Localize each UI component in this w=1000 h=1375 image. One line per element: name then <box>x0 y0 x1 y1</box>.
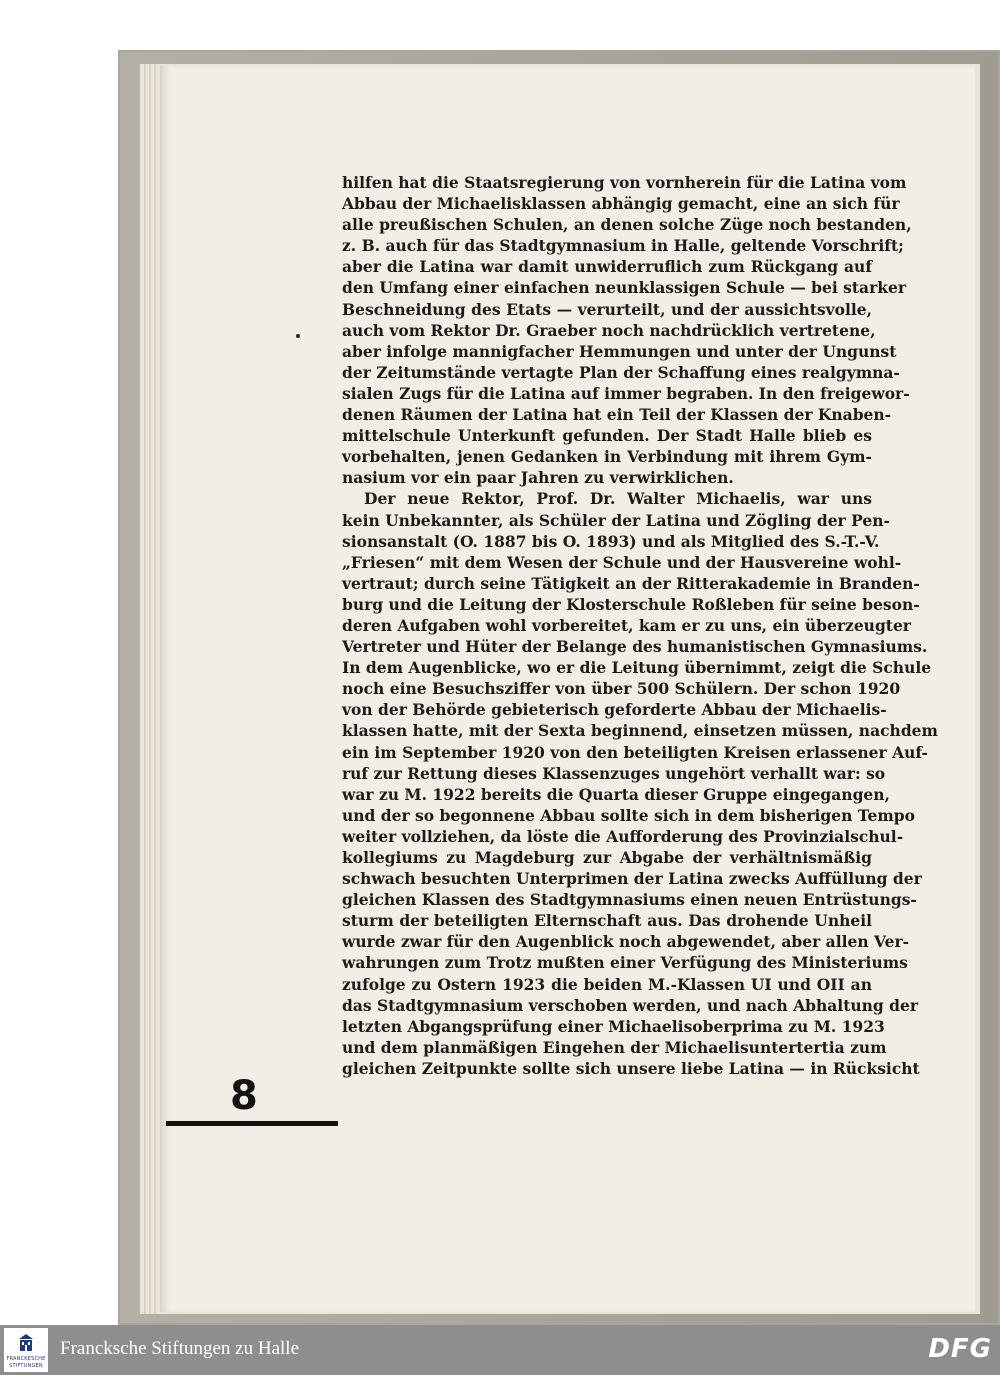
page-leaf <box>149 64 151 1314</box>
text-line: letzten Abgangsprüfung einer Michaelisoberprima zu M. 1923 <box>342 1016 885 1036</box>
text-line: gleichen Zeitpunkte sollte sich unsere liebe Latina — in Rücksicht <box>342 1058 920 1078</box>
text-line: hilfen hat die Staatsregierung von vornherein für die Latina vom <box>342 173 907 192</box>
text-line: sionsanstalt (O. 1887 bis O. 1893) und als Mitglied des S.-T.-V. <box>342 531 880 551</box>
text-line: z. B. auch für das Stadtgymnasium in Halle, geltende Vorschrift; <box>342 236 904 256</box>
page-number-rule <box>166 1121 338 1126</box>
text-line: sturm der beteiligten Elternschaft aus. Das drohende Unheil <box>342 911 872 931</box>
text-line: In dem Augenblicke, wo er die Leitung übernimmt, zeigt die Schule <box>342 658 932 678</box>
text-line: wurde zwar für den Augenblick noch abgewendet, aber allen Ver- <box>342 932 910 952</box>
text-line: kein Unbekannter, als Schüler der Latina und Zögling der Pen- <box>342 510 890 530</box>
page-leaf <box>144 64 146 1314</box>
text-line: wahrungen zum Trotz mußten einer Verfügung des Ministeriums <box>342 953 908 973</box>
text-line: sialen Zugs für die Latina auf immer begraben. In den freigewor- <box>342 383 910 403</box>
text-line: ein im September 1920 von den beteiligten Kreisen erlassener Auf- <box>342 742 928 762</box>
text-line: burg und die Leitung der Klosterschule Roßleben für seine beson- <box>342 594 920 614</box>
text-line: und dem planmäßigen Eingehen der Michaelisuntertertia zum <box>342 1037 887 1057</box>
text-line: und der so begonnene Abbau sollte sich in dem bisherigen Tempo <box>342 805 915 825</box>
text-line: aber infolge mannigfacher Hemmungen und unter der Ungunst <box>342 341 897 361</box>
viewer-footer-bar <box>0 1325 1000 1375</box>
text-line: der Zeitumstände vertagte Plan der Schaffung eines realgymna- <box>342 362 900 382</box>
text-line: vorbehalten, jenen Gedanken in Verbindung mit ihrem Gym- <box>342 447 872 467</box>
text-line: auch vom Rektor Dr. Graeber noch nachdrücklich vertretene, <box>342 320 876 340</box>
building-icon <box>19 1334 33 1352</box>
text-line: das Stadtgymnasium verschoben werden, und nach Abhaltung der <box>342 995 918 1015</box>
text-line: aber die Latina war damit unwiderruflich zum Rückgang auf <box>342 257 872 277</box>
text-line: Beschneidung des Etats — verurteilt, und der aussichtsvolle, <box>342 299 872 319</box>
text-line: den Umfang einer einfachen neunklassigen Schule — bei starker <box>342 278 907 298</box>
text-line: Abbau der Michaelisklassen abhängig gemacht, eine an sich für <box>342 194 900 214</box>
text-line: Vertreter und Hüter der Belange des humanistischen Gymnasiums. <box>342 637 928 657</box>
logo-caption-line2: STIFTUNGEN <box>9 1363 43 1369</box>
footer-title: Francksche Stiftungen zu Halle <box>60 1338 300 1359</box>
text-line: mittelschule Unterkunft gefunden. Der Stadt Halle blieb es <box>342 426 872 446</box>
text-line: alle preußischen Schulen, an denen solche Züge noch bestanden, <box>342 215 912 235</box>
body-text <box>342 172 938 1079</box>
text-line: kollegiums zu Magdeburg zur Abgabe der verhältnismäßig <box>342 848 872 867</box>
logo-caption-line1: FRANCKESCHE <box>6 1356 46 1362</box>
text-line: deren Aufgaben wohl vorbereitet, kam er zu uns, ein überzeugter <box>342 615 911 635</box>
text-line: „Friesen“ mit dem Wesen der Schule und der Hausvereine wohl- <box>342 552 902 572</box>
text-line: noch eine Besuchsziffer von über 500 Schülern. Der schon 1920 <box>342 679 901 699</box>
text-line: ruf zur Rettung dieses Klassenzuges ungehört verhallt war: so <box>342 763 886 783</box>
text-line: denen Räumen der Latina hat ein Teil der Klassen der Knaben- <box>342 405 892 425</box>
page-leaf <box>154 64 156 1314</box>
ink-speck <box>296 334 300 338</box>
dfg-logo[interactable]: DFG <box>928 1334 992 1364</box>
page-number: 8 <box>230 1073 258 1119</box>
text-line: zufolge zu Ostern 1923 die beiden M.-Klassen UI und OII an <box>342 974 872 994</box>
text-line: nasium vor ein paar Jahren zu verwirklichen. <box>342 468 734 488</box>
text-line: von der Behörde gebieterisch geforderte Abbau der Michaelis- <box>342 700 887 720</box>
text-line: gleichen Klassen des Stadtgymnasiums einen neuen Entrüstungs- <box>342 890 917 910</box>
text-line: vertraut; durch seine Tätigkeit an der Ritterakademie in Branden- <box>342 573 920 593</box>
text-line: schwach besuchten Unterprimen der Latina zwecks Auffüllung der <box>342 869 922 889</box>
text-line: Der neue Rektor, Prof. Dr. Walter Michaelis, war uns <box>364 489 872 509</box>
institution-logo[interactable] <box>4 1328 48 1372</box>
text-line: klassen hatte, mit der Sexta beginnend, einsetzen müssen, nachdem <box>342 721 938 741</box>
text-line: weiter vollziehen, da löste die Aufforderung des Provinzialschul- <box>342 826 904 846</box>
text-line: war zu M. 1922 bereits die Quarta dieser Gruppe eingegangen, <box>342 784 890 804</box>
